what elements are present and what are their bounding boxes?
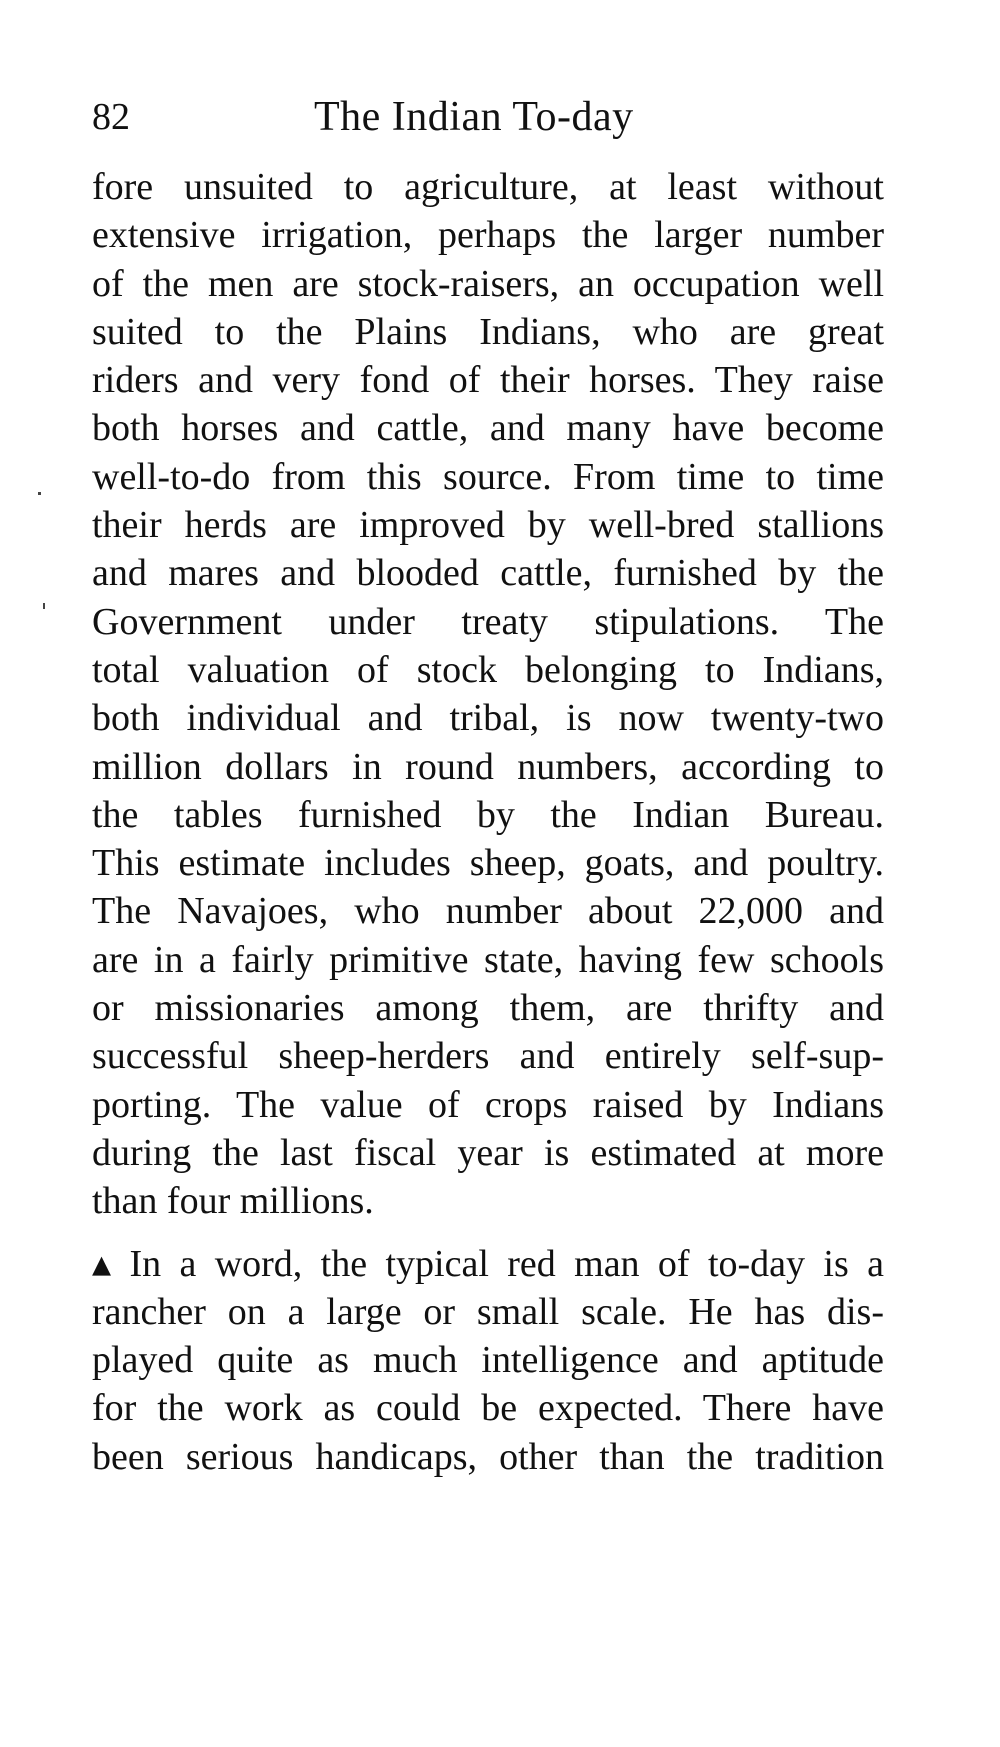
page-header xyxy=(92,92,892,152)
text-line: their herds are improved by well-bred stallions xyxy=(92,504,884,547)
body-text xyxy=(92,163,884,1481)
text-line: during the last fiscal year is estimated at more xyxy=(92,1131,884,1174)
text-line: and mares and blooded cattle, furnished by the xyxy=(92,552,884,595)
margin-speck xyxy=(38,492,41,495)
running-title: The Indian To-day xyxy=(314,94,634,140)
page-number: 82 xyxy=(92,96,130,138)
paragraph xyxy=(92,1240,884,1481)
text-line: rancher on a large or small scale. He has dis- xyxy=(92,1290,884,1333)
text-line: than four millions. xyxy=(92,1180,374,1223)
text-line: or missionaries among them, are thrifty and xyxy=(92,987,884,1030)
paragraph xyxy=(92,163,884,1226)
text-line: Government under treaty stipulations. The xyxy=(92,600,884,643)
text-line: This estimate includes sheep, goats, and poultry. xyxy=(92,842,884,885)
text-line: fore unsuited to agriculture, at least without xyxy=(92,166,884,208)
text-line: total valuation of stock belonging to Indians, xyxy=(92,648,884,691)
text-line: of the men are stock-raisers, an occupation well xyxy=(92,262,884,305)
text-line: The Navajoes, who number about 22,000 and xyxy=(92,890,884,933)
text-line: ▴ In a word, the typical red man of to-day is a xyxy=(92,1242,884,1285)
text-line: extensive irrigation, perhaps the larger number xyxy=(92,214,884,257)
paragraph-gap xyxy=(92,1226,884,1240)
text-line: the tables furnished by the Indian Bureau. xyxy=(92,793,884,836)
text-line: both individual and tribal, is now twenty-two xyxy=(92,697,884,740)
text-line: played quite as much intelligence and aptitude xyxy=(92,1339,884,1382)
text-line: suited to the Plains Indians, who are great xyxy=(92,310,884,353)
text-line: well-to-do from this source. From time to time xyxy=(92,455,884,498)
text-line: riders and very fond of their horses. They raise xyxy=(92,359,884,402)
margin-speck xyxy=(43,603,45,609)
text-line: been serious handicaps, other than the tradition xyxy=(92,1435,884,1478)
text-line: both horses and cattle, and many have become xyxy=(92,407,884,450)
text-line: successful sheep-herders and entirely self-sup- xyxy=(92,1035,884,1078)
text-line: million dollars in round numbers, according to xyxy=(92,745,884,788)
text-line: porting. The value of crops raised by Indians xyxy=(92,1083,884,1126)
text-line: for the work as could be expected. There have xyxy=(92,1387,884,1430)
text-line: are in a fairly primitive state, having few schools xyxy=(92,938,884,981)
